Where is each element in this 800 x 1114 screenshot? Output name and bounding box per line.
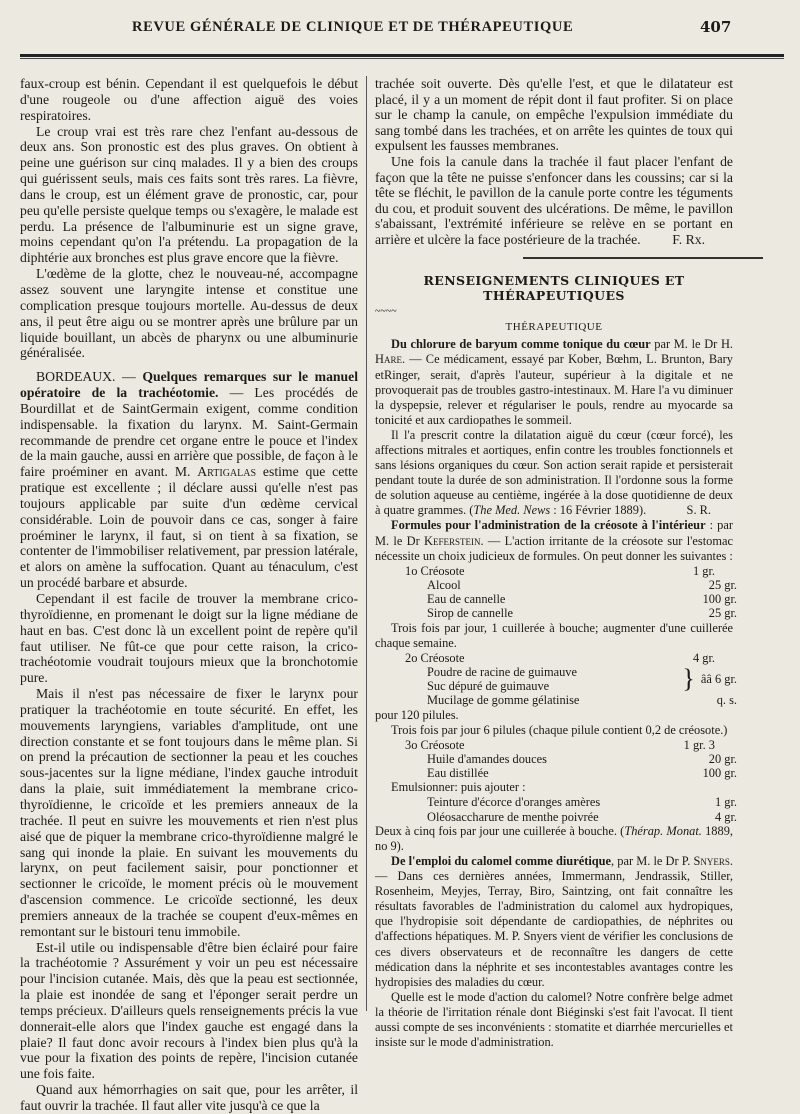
article-chlorure xyxy=(375,337,733,428)
paragraph-text: 1889, no 9). xyxy=(375,823,733,853)
ingredient: 2o Créosote xyxy=(405,650,465,665)
quantity: 1 gr. 3 xyxy=(683,737,715,752)
quantity: 1 gr. xyxy=(714,795,737,810)
page-number: 407 xyxy=(700,18,732,36)
formula-row xyxy=(405,738,715,752)
paragraph xyxy=(375,428,733,519)
quantity: q. s. xyxy=(716,693,737,708)
ornament: ~~~~ xyxy=(375,305,397,317)
formula-row xyxy=(405,592,737,606)
paragraph: Quelle est le mode d'action du calomel? Notre confrère belge admet la théorie de l'irritation rénale dont Biéginski s'est fait l'avocat. Il tient aussi compte de ses inconvénients : stomatite et diarrhée mercurielles et insiste sur le mode d'administration. xyxy=(375,989,733,1050)
quantity: 25 gr. xyxy=(708,577,737,592)
paragraph-text: Une fois la canule dans la trachée il faut placer l'enfant de façon que la tête ne puisse s'enfoncer dans les coussins; car si la tête se fléchit, le pavillon de la canule porte contre les téguments du cou, et produit souvent des ulcérations. De même, le pavillon s'abaissant, l'extrémité inférieure se relève en se portant en arrière et ulcère la face postérieure de la trachée. xyxy=(375,153,733,247)
header-rule-thin xyxy=(20,58,784,59)
quantity: 4 gr. xyxy=(692,650,715,665)
paragraph: L'œdème de la glotte, chez le nouveau-né, accompagne assez souvent une laryngite intense et constitue une complication presque toujours mortelle. Au-dessus de deux ans, il peut être aigu ou se montrer après une brûlure par un liquide bouillant, un abcès de pharynx ou une albuminurie généralisée. xyxy=(20,266,358,361)
formula-row xyxy=(405,651,715,665)
ingredient: Teinture d'écorce d'oranges amères xyxy=(427,795,601,810)
article-creosote xyxy=(375,518,733,563)
paragraph-text: par M. le Dr H. xyxy=(650,337,733,352)
ingredient: Poudre de racine de guimauve xyxy=(427,664,578,679)
formula-row xyxy=(405,564,715,578)
author-name: Artigalas xyxy=(197,464,257,480)
formula-row xyxy=(405,606,737,620)
header-rule xyxy=(20,54,784,57)
formula-row xyxy=(405,693,737,707)
right-column xyxy=(375,76,737,1050)
author-name: Hare xyxy=(375,352,402,367)
quantity: 100 gr. xyxy=(702,592,737,607)
ingredient: 1o Créosote xyxy=(405,563,465,578)
quantity: 20 gr. xyxy=(708,751,737,766)
paragraph-text: Deux à cinq fois par jour une cuillerée à bouche. ( xyxy=(375,823,625,838)
signature: F. Rx. xyxy=(672,231,705,247)
formula-row xyxy=(405,752,737,766)
section-title: RENSEIGNEMENTS CLINIQUES ET THÉRAPEUTIQUES xyxy=(423,272,685,304)
paragraph-text: Il l'a prescrit contre la dilatation aiguë du cœur (cœur forcé), les affections mitrales et aortiques, enfin contre les troubles fonctionnels et sans lésions organiques du cœur. Son action serait rapide et persisterait pendant toute la durée de son administration. Il l'ordonne sous la forme de solution aqueuse au centième, ingérée à la dose quotidienne de deux à quatre grammes. ( xyxy=(375,427,733,518)
paragraph-text: estime que cette pratique est excellente ; il déclare aussi qu'elle n'est pas toujours applicable par suite d'un œdème cervical considérable. Loin de pouvoir dans ce cas, songer à faire proéminer le larynx, il faut, si on tient à sa fixation, se contenter de l'immobiliser relativement, par pression latérale, et alors on amène la suffocation. Quant au ténaculum, c'est un procédé barbare et absurde. xyxy=(20,464,358,591)
quantity: 25 gr. xyxy=(708,606,737,621)
ingredient: Alcool xyxy=(427,577,461,592)
formula-brace-group xyxy=(405,665,737,693)
paragraph: Mais il n'est pas nécessaire de fixer le larynx pour pratiquer la trachéotomie en toute sécurité. En effet, les mouvements laryngiens, variables d'amplitude, ont une direction constante et se font toujours dans le même plan. Si on prend la précaution de sectionner la peau et les couches sous-jacentes sur la ligne médiane, l'index gauche introduit dans la plaie, suit immédiatement la membrane crico-thyroïdienne, le cricoïde et les premiers anneaux de la trachée. Il peut en suivre les mouvements et rien n'est plus aisé que de piquer la membrane crico-thyroïdienne malgré le sang qui inonde la plaie. En suivant les mouvements du larynx, on peut facilement saisir, pour ponctionner et sectionner le cricoïde, le moment précis où le mouvement d'ascension commence. Le cricoïde sectionné, les deux premiers anneaux de la trachée se coupent d'eux-mêmes en remontant sur le bistouri tenu immobile. xyxy=(20,686,358,939)
running-header xyxy=(0,14,800,38)
signature: S. R. xyxy=(686,503,711,518)
paragraph-text: — Les procédés de Bourdillat et de SaintGermain exigent, comme condition indispensable. la fixation du larynx. M. Saint-Germain recommande de prendre cet organe entre le pouce et l'index de la main gauche, aussi en arrière que possible, de façon à le faire proéminer en avant. M. xyxy=(20,385,358,480)
paragraph xyxy=(375,154,733,248)
section-rule xyxy=(523,257,763,259)
ingredient: Huile d'amandes douces xyxy=(427,751,547,766)
paragraph: Cependant il est facile de trouver la membrane crico-thyroïdienne, en promenant le doigt sur la ligne médiane de haut en bas. C'est donc là un excellent point de repère qu'il faut utiliser. Ne fût-ce que pour cette raison, la crico-trachéotomie voudrait toujours mieux que la bronchotomie pure. xyxy=(20,591,358,686)
paragraph: faux-croup est bénin. Cependant il est quelquefois le début d'une rougeole ou d'une affection aiguë des voies respiratoires. xyxy=(20,76,358,123)
quantity: ââ 6 gr. xyxy=(700,672,737,687)
ingredient: Eau de cannelle xyxy=(427,592,506,607)
paragraph-text: . — L'action irritante de la créosote sur l'estomac nécessite un choix judicieux de formules. On peut donner les suivantes : xyxy=(375,533,733,563)
ingredient: Mucilage de gomme gélatinise xyxy=(427,693,580,708)
bordeaux-paragraph xyxy=(20,369,358,591)
formula-1 xyxy=(405,563,737,621)
formula-note: Trois fois par jour, 1 cuillerée à bouche; augmenter d'une cuillerée chaque semaine. xyxy=(375,620,733,650)
article-calomel xyxy=(375,854,733,990)
quantity: 1 gr. xyxy=(692,563,715,578)
formula-note: pour 120 pilules. xyxy=(375,707,459,722)
left-column xyxy=(20,76,358,1114)
ingredient: Oléosaccharure de menthe poivrée xyxy=(427,809,599,824)
quantity: 4 gr. xyxy=(714,809,737,824)
author-name: Snyers xyxy=(693,854,730,869)
formula-row xyxy=(405,810,737,824)
ingredient: 3o Créosote xyxy=(405,737,465,752)
author-name: Keferstein xyxy=(424,533,481,548)
formula-note: Trois fois par jour 6 pilules (chaque pilule contient 0,2 de créosote.) xyxy=(391,722,728,737)
paragraph-text: : 16 Février 1889). xyxy=(550,503,647,518)
paragraph-text: : par M. le Dr xyxy=(375,518,733,548)
column-divider xyxy=(366,76,367,1011)
formula-row xyxy=(405,795,737,809)
paragraph-text: , par M. le Dr P. xyxy=(611,854,694,869)
paragraph-text: . — Dans ces dernières années, Immermann, Jendrassik, Stiller, Rosenheim, Meyjes, Terray, Biro, Saintzing, ont fait connaître les résultats favorables de l'administration du calomel aux hydropiques, que l'hydropisie soit dépendante de cardiopathies, de néphrites ou d'affections hépatiques. M. P. Snyers vient de vérifier les conclusions de ces divers observateurs et de reconnaître les dangers de cette médication dans la néphrite et ses incontestables avantages contre les hydropisies des maladies du cœur. xyxy=(375,854,733,989)
formula-2 xyxy=(405,650,737,708)
subsection-title: THÉRAPEUTIQUE xyxy=(505,320,603,333)
quantity: 100 gr. xyxy=(702,766,737,781)
ingredient: Eau distillée xyxy=(427,766,489,781)
formula-row xyxy=(405,578,737,592)
source-title: Thérap. Monat. xyxy=(624,823,702,838)
formula-3 xyxy=(405,737,737,781)
source-title: The Med. News xyxy=(473,503,551,518)
article-title: De l'emploi du calomel comme diurétique xyxy=(391,854,612,869)
ingredient: Sirop de cannelle xyxy=(427,606,514,621)
paragraph: Le croup vrai est très rare chez l'enfant au-dessous de deux ans. Son pronostic est des plus graves. On obtient à peine une guérison sur cinq malades. Il y a bien des croups qui guérissent seuls, mais ces faits sont très rares. La fièvre, dans le croup, est un élément grave de pronostic, car, pour peu qu'elle persiste quelque temps ou s'exagère, le malade est perdu. La présence de l'albuminurie est un signe grave, moins cependant qu'on l'a prétendu. La propagation de la diphtérie aux bronches est plus grave encore que la fièvre. xyxy=(20,123,358,266)
formula-note: Emulsionner: puis ajouter : xyxy=(391,780,526,795)
formula-note xyxy=(375,824,733,854)
brace: } xyxy=(682,664,695,694)
city-name: BORDEAUX. — xyxy=(36,369,143,385)
article-title: Quelques remarques sur le manuel opératoire de la trachéotomie. xyxy=(20,369,359,401)
article-title: Du chlorure de baryum comme tonique du cœur xyxy=(391,337,651,352)
formula-3b xyxy=(405,795,737,824)
formula-row xyxy=(405,766,737,780)
article-title: Formules pour l'administration de la créosote à l'intérieur xyxy=(391,518,706,533)
running-title: REVUE GÉNÉRALE DE CLINIQUE ET DE THÉRAPEUTIQUE xyxy=(132,19,574,35)
paragraph: Quand aux hémorrhagies on sait que, pour les arrêter, il faut ouvrir la trachée. Il faut aller vite jusqu'à ce que la xyxy=(20,1082,358,1113)
paragraph-text: . — Ce médicament, essayé par Kober, Bœhm, L. Brunton, Bary etRinger, serait, d'après l'auteur, supérieur à la digitale et ne provoquerait pas de troubles gastro-intestinaux. M. Hare l'a vu diminuer la dyspepsie, relever et régulariser le pouls, rendre au myocarde sa tonicité et aux cardiopathes le sommeil. xyxy=(375,352,733,427)
ingredient: Suc dépuré de guimauve xyxy=(427,679,550,694)
paragraph: Est-il utile ou indispensable d'être bien éclairé pour faire la trachéotomie ? Assurément y voir un peu est nécessaire pour l'incision cutanée. Mais, dès que la peau est sectionnée, la plaie est inondée de sang et l'éponger serait perdre un temps précieux. D'ailleurs quels renseignements précis la vue donnerait-elle alors que l'index gauche est engagé dans la plaie? Il faut donc avoir recours à l'index bien plus qu'à la vue pour la fixation des points de repère, l'incision cutanée une fois faite. xyxy=(20,939,358,1082)
paragraph: trachée soit ouverte. Dès qu'elle l'est, et que le dilatateur est placé, il y a un moment de répit dont il faut profiter. Si on place sur le champ la canule, on empêche l'expulsion immédiate du sang tombé dans les trachées, et on arrête les quintes de toux qui expulsent les fausses membranes. xyxy=(375,76,733,154)
